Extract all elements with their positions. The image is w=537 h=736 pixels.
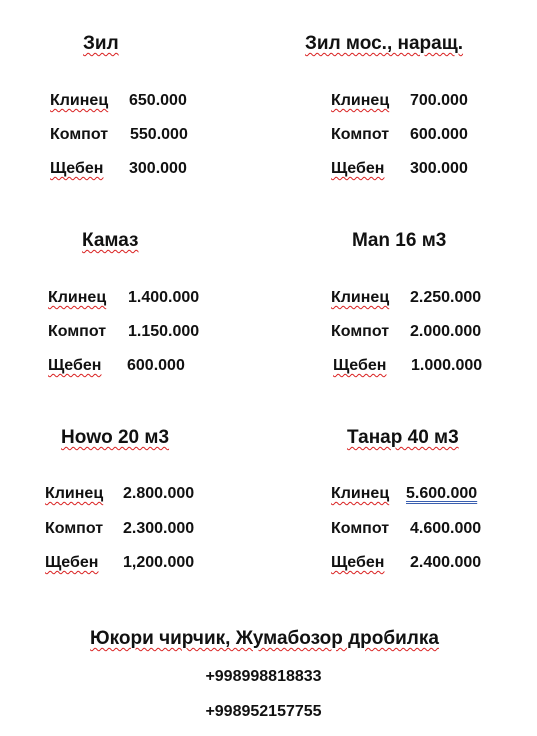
material-price: 1.000.000 <box>411 357 483 374</box>
material-price: 2.800.000 <box>123 485 195 502</box>
material-name: Компот <box>331 126 390 143</box>
material-name: Клинец <box>331 92 390 109</box>
block-title-kamaz: Камаз <box>82 230 139 251</box>
material-price: 2.250.000 <box>410 289 482 306</box>
material-price: 5.600.000 <box>406 485 478 502</box>
material-name: Щебен <box>331 160 385 177</box>
material-name: Компот <box>331 520 390 537</box>
material-name: Клинец <box>331 289 390 306</box>
block-title-tanar <box>347 427 459 449</box>
material-price: 1.150.000 <box>128 323 200 340</box>
location-text: Юкори чирчик, Жумабозор дробилка <box>90 628 439 649</box>
material-name: Щебен <box>50 160 104 177</box>
material-name: Клинец <box>45 485 104 502</box>
material-price: 4.600.000 <box>410 520 482 537</box>
material-name: Компот <box>48 323 107 340</box>
material-price: 1,200.000 <box>123 554 195 571</box>
block-title-tanar-text: Танар 40 м3 <box>347 427 459 448</box>
block-title-man: Man 16 м3 <box>352 230 447 251</box>
block-title-zil-mos: Зил мос., наращ. <box>305 33 464 54</box>
material-price: 600.000 <box>127 357 185 374</box>
material-name: Клинец <box>331 485 390 502</box>
location-line <box>0 628 537 650</box>
block-title-howo: Howo 20 м3 <box>61 427 170 448</box>
material-name: Клинец <box>50 92 109 109</box>
material-name: Щебен <box>45 554 99 571</box>
material-name: Клинец <box>48 289 107 306</box>
block-title-zil: Зил <box>83 33 119 54</box>
phone-number: +998952157755 <box>205 703 322 720</box>
phone-number: +998998818833 <box>205 668 322 685</box>
material-price: 300.000 <box>410 160 468 177</box>
material-name: Компот <box>50 126 109 143</box>
material-price: 550.000 <box>130 126 188 143</box>
material-name: Щебен <box>333 357 387 374</box>
material-price: 300.000 <box>129 160 187 177</box>
material-name: Компот <box>331 323 390 340</box>
material-name: Щебен <box>331 554 385 571</box>
material-price: 2.300.000 <box>123 520 195 537</box>
material-name: Компот <box>45 520 104 537</box>
material-price: 600.000 <box>410 126 468 143</box>
material-price: 650.000 <box>129 92 187 109</box>
material-price: 700.000 <box>410 92 468 109</box>
material-price: 2.400.000 <box>410 554 482 571</box>
material-price: 2.000.000 <box>410 323 482 340</box>
material-name: Щебен <box>48 357 102 374</box>
material-price: 1.400.000 <box>128 289 200 306</box>
